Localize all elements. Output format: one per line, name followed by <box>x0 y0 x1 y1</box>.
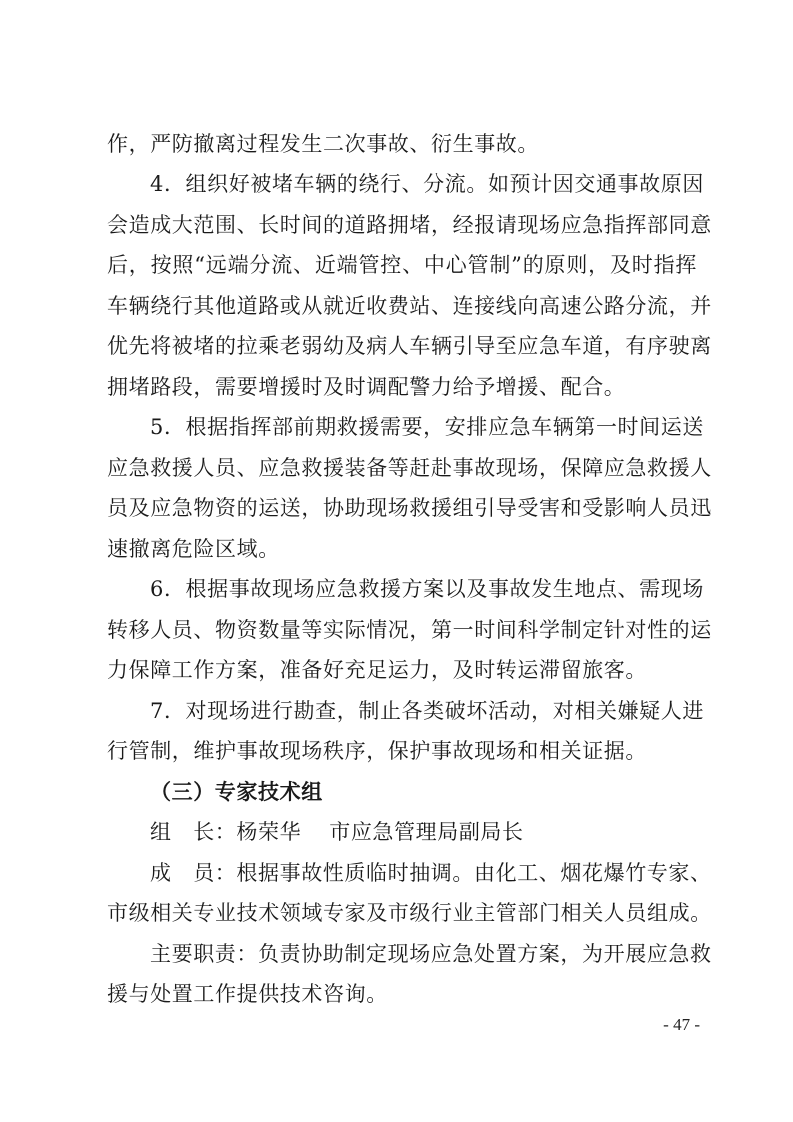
paragraph-1-line-1: 作，严防撤离过程发生二次事故、衍生事故。 <box>107 132 539 156</box>
leader-title: 市应急管理局副局长 <box>329 820 524 844</box>
paragraph-item-5-line-1: 5．根据指挥部前期救援需要，安排应急车辆第一时间运送 <box>150 415 704 439</box>
paragraph-item-7-line-2: 行管制，维护事故现场秩序，保护事故现场和相关证据。 <box>107 739 647 763</box>
members-line-1: 成 员：根据事故性质临时抽调。由化工、烟花爆竹专家、 <box>150 861 712 885</box>
leader-name: 杨荣华 <box>236 820 302 844</box>
duties-line-1: 主要职责：负责协助制定现场应急处置方案，为开展应急救 <box>150 942 712 966</box>
leader-label: 组 长： <box>150 820 237 844</box>
leader-line <box>150 812 697 852</box>
paragraph-item-4-line-2: 会造成大范围、长时间的道路拥堵，经报请现场应急指挥部同意 <box>107 213 712 237</box>
duties-line-2: 援与处置工作提供技术咨询。 <box>107 982 388 1006</box>
page-number: - 47 - <box>663 1015 700 1034</box>
paragraph-item-6-line-2: 转移人员、物资数量等实际情况，第一时间科学制定针对性的运 <box>107 618 712 642</box>
paragraph-item-4-line-6: 拥堵路段，需要增援时及时调配警力给予增援、配合。 <box>107 375 626 399</box>
paragraph-item-7-line-1: 7．对现场进行勘查，制止各类破坏活动，对相关嫌疑人进 <box>150 699 704 723</box>
paragraph-item-5-line-3: 员及应急物资的运送，协助现场救援组引导受害和受影响人员迅 <box>107 496 712 520</box>
members-line-2: 市级相关专业技术领域专家及市级行业主管部门相关人员组成。 <box>107 901 712 925</box>
paragraph-item-4-line-3: 后，按照“远端分流、近端管控、中心管制”的原则，及时指挥 <box>107 253 697 277</box>
section-heading: （三）专家技术组 <box>150 779 323 804</box>
paragraph-item-6-line-3: 力保障工作方案，准备好充足运力，及时转运滞留旅客。 <box>107 658 647 682</box>
paragraph-item-5-line-2: 应急救援人员、应急救援装备等赶赴事故现场，保障应急救援人 <box>107 456 712 480</box>
paragraph-item-4-line-1: 4．组织好被堵车辆的绕行、分流。如预计因交通事故原因 <box>150 172 704 196</box>
paragraph-item-4-line-5: 优先将被堵的拉乘老弱幼及病人车辆引导至应急车道，有序驶离 <box>107 334 712 358</box>
paragraph-item-5-line-4: 速撤离危险区域。 <box>107 537 280 561</box>
paragraph-item-6-line-1: 6．根据事故现场应急救援方案以及事故发生地点、需现场 <box>150 577 704 601</box>
paragraph-item-4-line-4: 车辆绕行其他道路或从就近收费站、连接线向高速公路分流，并 <box>107 294 712 318</box>
